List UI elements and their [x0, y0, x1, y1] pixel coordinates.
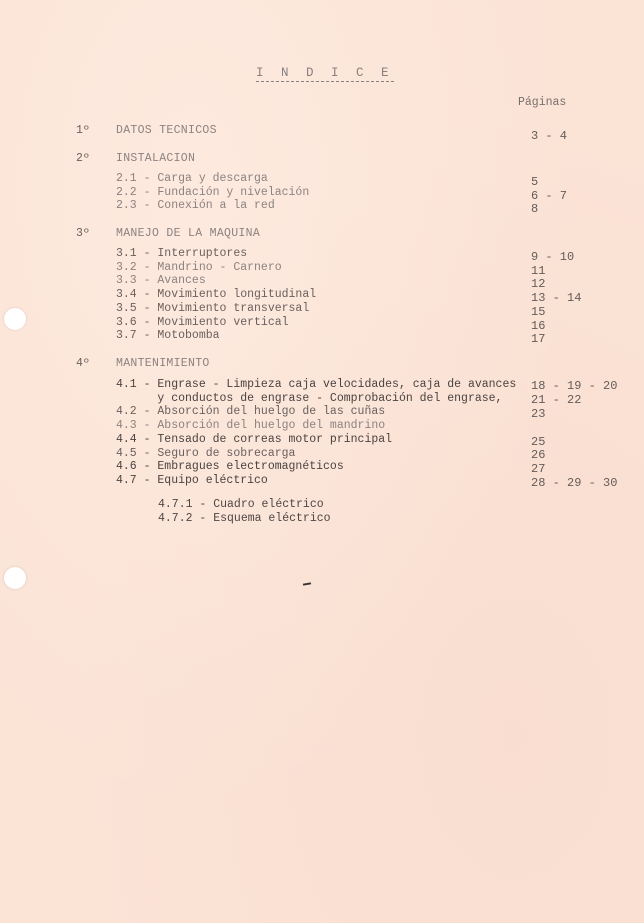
- toc-item: 3.3 - Avances: [116, 274, 206, 288]
- toc-item: 3.4 - Movimiento longitudinal: [116, 288, 317, 302]
- toc-item: 4.2 - Absorción del huelgo de las cuñas: [116, 405, 386, 419]
- toc-item: 3.5 - Movimiento transversal: [116, 301, 310, 315]
- item-pages: 18 - 19 - 20: [531, 379, 618, 393]
- item-pages: 27: [531, 461, 546, 476]
- toc-item: 3.6 - Movimiento vertical: [116, 315, 289, 329]
- punch-hole-bottom: [4, 567, 26, 589]
- toc-item: 3.1 - Interruptores: [116, 247, 248, 260]
- toc-item: 2.1 - Carga y descarga: [116, 172, 268, 185]
- section-number: 4º: [76, 357, 90, 370]
- section-pages: 3 - 4: [531, 129, 568, 143]
- item-pages: 17: [531, 332, 546, 347]
- toc-item: 4.4 - Tensado de correas motor principal: [116, 432, 393, 446]
- item-pages: 21 - 22: [531, 393, 582, 407]
- ink-speck: [303, 582, 311, 585]
- section-title-mantenimiento: MANTENIMIENTO: [116, 357, 210, 370]
- toc-item: 4.7 - Equipo eléctrico: [116, 473, 268, 487]
- item-pages: 25: [531, 434, 546, 449]
- toc-item: 4.3 - Absorción del huelgo del mandrino: [116, 419, 386, 433]
- item-pages: 16: [531, 318, 546, 333]
- toc-subitem: 4.7.1 - Cuadro eléctrico: [158, 498, 324, 511]
- item-pages: 28 - 29 - 30: [531, 475, 618, 490]
- toc-item: 2.3 - Conexión a la red: [116, 199, 275, 213]
- item-pages: 13 - 14: [531, 291, 582, 306]
- item-pages: 15: [531, 304, 546, 319]
- toc-item: 3.2 - Mandrino - Carnero: [116, 260, 282, 274]
- section-title-manejo: MANEJO DE LA MAQUINA: [116, 227, 261, 240]
- item-pages: 6 - 7: [531, 188, 568, 203]
- section-title-instalacion: INSTALACION: [116, 152, 196, 165]
- section-number: 1º: [76, 124, 90, 137]
- punch-hole-top: [4, 308, 26, 330]
- toc-subitem: 4.7.2 - Esquema eléctrico: [158, 511, 331, 525]
- index-title: I N D I C E: [256, 66, 394, 80]
- item-pages: 5: [531, 175, 539, 189]
- toc-item: 2.2 - Fundación y nivelación: [116, 185, 310, 199]
- pages-column-header: Páginas: [518, 96, 567, 109]
- toc-item: 4.6 - Embragues electromagnéticos: [116, 460, 344, 474]
- item-pages: 11: [531, 263, 546, 278]
- section-number: 2º: [76, 152, 90, 165]
- toc-item: 4.5 - Seguro de sobrecarga: [116, 446, 296, 460]
- item-pages: 8: [531, 202, 539, 217]
- toc-item: 3.7 - Motobomba: [116, 329, 220, 343]
- section-title-datos-tecnicos: DATOS TECNICOS: [116, 124, 217, 137]
- item-pages: 23: [531, 407, 546, 421]
- toc-item: 4.1 - Engrase - Limpieza caja velocidades, caja de avances: [116, 378, 517, 391]
- item-pages: 26: [531, 448, 546, 463]
- section-number: 3º: [76, 227, 90, 240]
- toc-item-continuation: y conductos de engrase - Comprobación del engrase,: [116, 391, 503, 405]
- item-pages: 9 - 10: [531, 250, 575, 264]
- item-pages: 12: [531, 277, 546, 292]
